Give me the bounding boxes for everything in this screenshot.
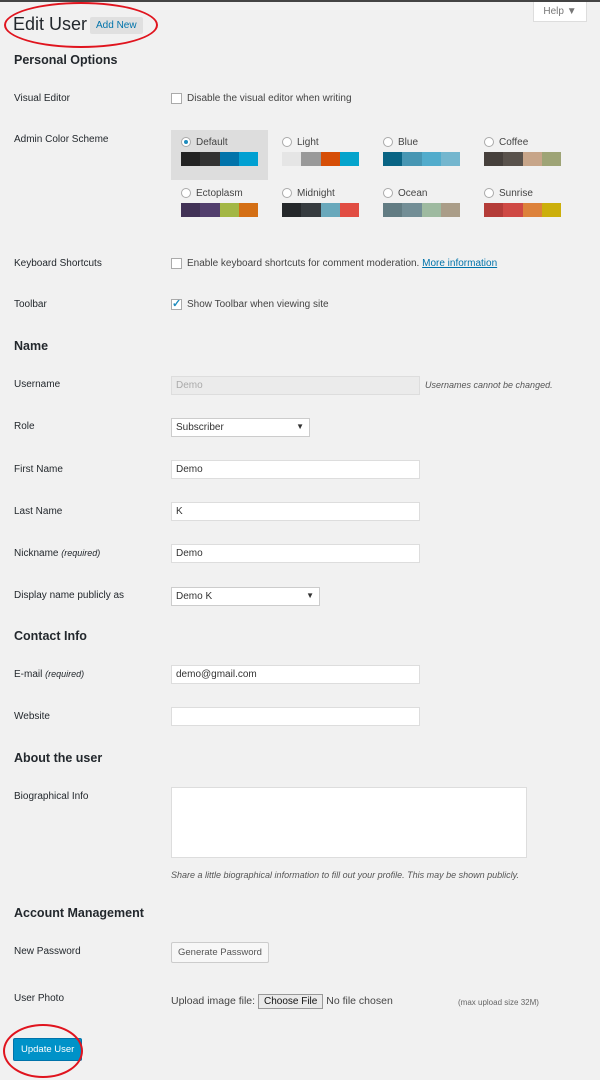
scheme-radio[interactable] — [282, 137, 292, 147]
color-swatch — [523, 152, 542, 166]
toolbar-label: Toolbar — [14, 299, 47, 310]
email-label-text: E-mail — [14, 669, 43, 680]
help-tab[interactable]: Help ▼ — [533, 2, 587, 22]
color-swatch — [340, 152, 359, 166]
scheme-name: Light — [297, 137, 319, 148]
scheme-swatches — [484, 152, 561, 166]
section-contact-info: Contact Info — [14, 629, 87, 643]
color-swatch — [503, 152, 522, 166]
color-scheme-ectoplasm[interactable] — [171, 181, 268, 231]
scheme-swatches — [181, 203, 258, 217]
color-swatch — [181, 203, 200, 217]
scheme-option[interactable] — [181, 137, 258, 148]
display-name-select[interactable] — [171, 587, 320, 606]
scheme-name: Ectoplasm — [196, 188, 243, 199]
color-scheme-coffee[interactable] — [474, 130, 571, 180]
section-account-management: Account Management — [14, 906, 144, 920]
toolbar-text: Show Toolbar when viewing site — [187, 299, 329, 311]
keyboard-shortcuts-option[interactable] — [171, 258, 497, 269]
role-value: Subscriber — [176, 422, 224, 433]
color-swatch — [301, 152, 320, 166]
color-swatch — [542, 203, 561, 217]
scheme-radio[interactable] — [484, 137, 494, 147]
color-swatch — [200, 203, 219, 217]
scheme-name: Default — [196, 137, 228, 148]
role-select[interactable] — [171, 418, 310, 437]
nickname-label — [14, 548, 100, 559]
display-name-label: Display name publicly as — [14, 590, 125, 601]
color-scheme-sunrise[interactable] — [474, 181, 571, 231]
color-scheme-default[interactable] — [171, 130, 268, 180]
color-scheme-midnight[interactable] — [272, 181, 369, 231]
scheme-option[interactable] — [282, 137, 359, 148]
toolbar-checkbox[interactable] — [171, 299, 182, 310]
dropdown-arrow-icon: ▼ — [306, 591, 314, 600]
required-note: (required) — [61, 548, 101, 558]
email-input[interactable]: demo@gmail.com — [171, 665, 420, 684]
scheme-swatches — [282, 152, 359, 166]
scheme-radio[interactable] — [383, 188, 393, 198]
generate-password-button[interactable]: Generate Password — [171, 942, 269, 963]
username-input: Demo — [171, 376, 420, 395]
scheme-swatches — [181, 152, 258, 166]
annotation-ellipse — [3, 1024, 83, 1078]
color-swatch — [239, 152, 258, 166]
color-swatch — [441, 152, 460, 166]
color-swatch — [200, 152, 219, 166]
bio-label: Biographical Info — [14, 791, 89, 802]
scheme-radio[interactable] — [383, 137, 393, 147]
color-swatch — [321, 152, 340, 166]
color-scheme-label: Admin Color Scheme — [14, 134, 109, 145]
color-swatch — [282, 152, 301, 166]
color-scheme-blue[interactable] — [373, 130, 470, 180]
scheme-radio[interactable] — [181, 137, 191, 147]
color-swatch — [340, 203, 359, 217]
keyboard-shortcuts-checkbox[interactable] — [171, 258, 182, 269]
keyboard-shortcuts-label: Keyboard Shortcuts — [14, 258, 102, 269]
scheme-swatches — [484, 203, 561, 217]
color-swatch — [282, 203, 301, 217]
last-name-label: Last Name — [14, 506, 63, 517]
scheme-option[interactable] — [484, 137, 561, 148]
color-swatch — [542, 152, 561, 166]
scheme-swatches — [383, 152, 460, 166]
color-swatch — [301, 203, 320, 217]
color-swatch — [503, 203, 522, 217]
first-name-label: First Name — [14, 464, 63, 475]
website-input[interactable] — [171, 707, 420, 726]
update-user-button[interactable]: Update User — [13, 1038, 82, 1061]
upload-label: Upload image file: — [171, 995, 256, 1007]
max-upload-note: (max upload size 32M) — [458, 998, 539, 1007]
more-information-link[interactable]: More information — [422, 258, 498, 270]
username-label: Username — [14, 379, 61, 390]
color-swatch — [383, 152, 402, 166]
color-swatch — [422, 203, 441, 217]
section-about: About the user — [14, 751, 103, 765]
choose-file-button[interactable]: Choose File — [258, 994, 323, 1009]
scheme-swatches — [383, 203, 460, 217]
scheme-name: Midnight — [297, 188, 335, 199]
scheme-radio[interactable] — [484, 188, 494, 198]
visual-editor-checkbox[interactable] — [171, 93, 182, 104]
color-swatch — [402, 203, 421, 217]
scheme-swatches — [282, 203, 359, 217]
color-swatch — [402, 152, 421, 166]
page-title: Edit User — [13, 14, 88, 34]
color-swatch — [220, 203, 239, 217]
visual-editor-text: Disable the visual editor when writing — [187, 93, 352, 105]
scheme-option[interactable] — [383, 188, 460, 199]
color-scheme-ocean[interactable] — [373, 181, 470, 231]
new-password-label: New Password — [14, 946, 81, 957]
user-photo-label: User Photo — [14, 993, 65, 1004]
scheme-name: Sunrise — [499, 188, 533, 199]
visual-editor-option[interactable] — [171, 93, 352, 104]
color-scheme-light[interactable] — [272, 130, 369, 180]
username-note: Usernames cannot be changed. — [425, 380, 553, 390]
color-swatch — [422, 152, 441, 166]
color-swatch — [441, 203, 460, 217]
scheme-option[interactable] — [181, 188, 258, 199]
scheme-name: Blue — [398, 137, 419, 148]
website-label: Website — [14, 711, 50, 722]
display-name-value: Demo K — [176, 591, 213, 602]
section-name: Name — [14, 339, 49, 353]
first-name-input[interactable]: Demo — [171, 460, 420, 479]
add-new-button[interactable]: Add New — [90, 17, 143, 34]
email-label — [14, 669, 84, 680]
section-personal-options: Personal Options — [14, 53, 118, 67]
scheme-option[interactable] — [282, 188, 359, 199]
scheme-name: Coffee — [499, 137, 529, 148]
dropdown-arrow-icon: ▼ — [296, 422, 304, 431]
scheme-name: Ocean — [398, 188, 428, 199]
nickname-input[interactable]: Demo — [171, 544, 420, 563]
color-swatch — [321, 203, 340, 217]
color-swatch — [239, 203, 258, 217]
toolbar-option[interactable] — [171, 299, 329, 310]
keyboard-shortcuts-text: Enable keyboard shortcuts for comment moderation. — [187, 258, 420, 270]
color-swatch — [220, 152, 239, 166]
nickname-label-text: Nickname — [14, 548, 59, 559]
scheme-radio[interactable] — [282, 188, 292, 198]
annotation-ellipse — [4, 2, 158, 48]
user-photo-upload — [171, 995, 393, 1007]
color-swatch — [484, 203, 503, 217]
no-file-text: No file chosen — [326, 995, 393, 1007]
role-label: Role — [14, 421, 35, 432]
color-swatch — [523, 203, 542, 217]
bio-description: Share a little biographical information to fill out your profile. This may be shown publicly. — [171, 870, 520, 880]
color-swatch — [484, 152, 503, 166]
required-note: (required) — [45, 669, 85, 679]
color-swatch — [383, 203, 402, 217]
scheme-option[interactable] — [484, 188, 561, 199]
color-swatch — [181, 152, 200, 166]
scheme-option[interactable] — [383, 137, 460, 148]
last-name-input[interactable]: K — [171, 502, 420, 521]
scheme-radio[interactable] — [181, 188, 191, 198]
visual-editor-label: Visual Editor — [14, 93, 70, 104]
bio-textarea[interactable] — [171, 787, 527, 858]
